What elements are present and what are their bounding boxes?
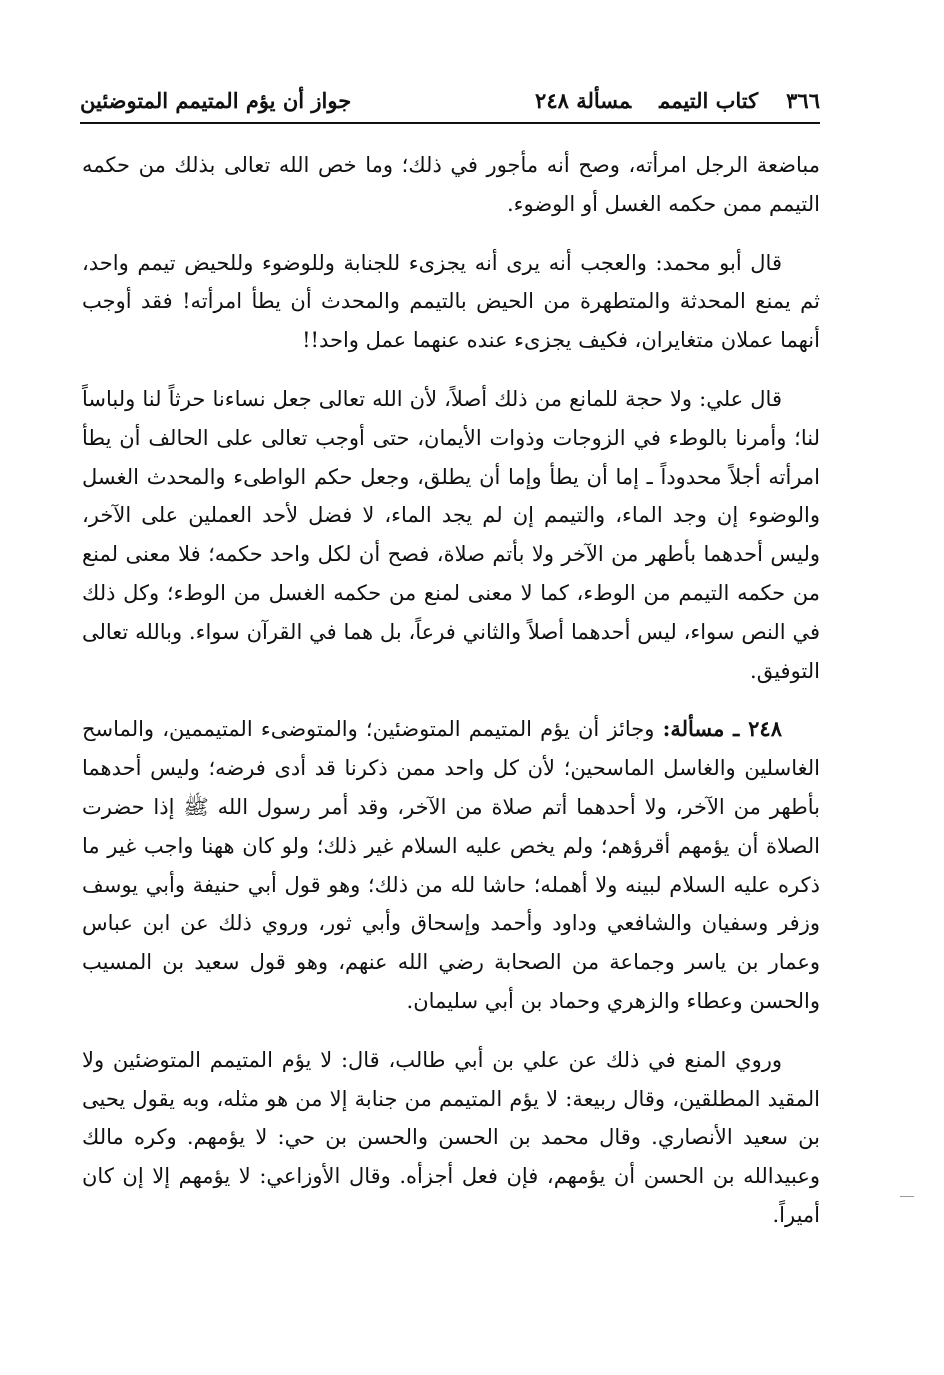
issue-label: ٢٤٨ ـ مسألة: bbox=[662, 716, 782, 742]
book-title: كتاب التيمم bbox=[659, 88, 759, 113]
running-header bbox=[80, 82, 820, 124]
paragraph-1: مباضعة الرجل امرأته، وصح أنه مأجور في ذلك؛ وما خص الله تعالى بذلك من حكمه التيمم ممن حكمه الغسل أو الوضوء. bbox=[82, 153, 820, 216]
issue-text: وجائز أن يؤم المتيمم المتوضئين؛ والمتوضىء المتيممين، والماسح الغاسلين والغاسل الماسحين؛ لأن كل واحد ممن ذكرنا قد أدى فرضه؛ وليس أحدهما بأطهر من الآخر، ولا أحدهما أتم صلاة من الآخر، وقد أمر رسول الله ﷺ إذا حضرت الصلاة أن يؤمهم أقرؤهم؛ ولم يخص عليه السلام غير ذلك؛ ولو كان ههنا واجب غير ما ذكره عليه السلام لبينه ولا أهمله؛ حاشا لله من ذلك؛ وهو قول أبي حنيفة وأبي يوسف وزفر وسفيان والشافعي وداود وأحمد وإسحاق وأبي ثور، وروي ذلك عن ابن عباس وعمار بن ياسر وجماعة من الصحابة رضي الله عنهم، وهو قول سعيد بن المسيب والحسن وعطاء والزهري وحماد بن أبي سليمان. bbox=[82, 717, 820, 1013]
paragraph-5: وروي المنع في ذلك عن علي بن أبي طالب، قال: لا يؤم المتيمم المتوضئين ولا المقيد المطلقين، وقال ربيعة: لا يؤم المتيمم من جنابة إلا من هو مثله، وبه يقول يحيى بن سعيد الأنصاري. وقال محمد بن الحسن والحسن بن حي: لا يؤمهم. وكره مالك وعبيدالله بن الحسن أن يؤمهم، فإن فعل أجزأه. وقال الأوزاعي: لا يؤمهم إلا إن كان أميراً. bbox=[82, 1047, 820, 1227]
issue-number: مسألة ٢٤٨ bbox=[535, 88, 632, 113]
scan-mark bbox=[900, 1196, 914, 1197]
running-title: جواز أن يؤم المتيمم المتوضئين bbox=[80, 88, 352, 113]
paragraph-2: قال أبو محمد: والعجب أنه يرى أنه يجزىء للجنابة وللوضوء وللحيض تيمم واحد، ثم يمنع المحدثة والمتطهرة من الحيض بالتيمم والمحدث أن يطأ امرأته! فقد أوجب أنهما عملان متغايران، فكيف يجزىء عنده عنهما عمل واحد!! bbox=[82, 250, 820, 353]
page-body bbox=[82, 146, 820, 1235]
paragraph-4 bbox=[82, 710, 820, 1020]
page-number: ٣٦٦ bbox=[786, 88, 820, 113]
header-right bbox=[507, 88, 820, 113]
paragraph-3: قال علي: ولا حجة للمانع من ذلك أصلاً، لأن الله تعالى جعل نساءنا حرثاً لنا ولباساً لنا؛ وأمرنا بالوطء في الزوجات وذوات الأيمان، حتى أوجب تعالى على الحالف أن يطأ امرأته أجلاً محدوداً ـ إما أن يطأ وإما أن يطلق، وجعل حكم الواطىء والمحدث الغسل والوضوء إن وجد الماء، والتيمم إن لم يجد الماء، لا فضل لأحد العملين على الآخر، وليس أحدهما بأطهر من الآخر ولا بأتم صلاة، فصح أن لكل واحد حكمه؛ فلا معنى لمنع من حكمه التيمم من الوطء، كما لا معنى لمنع من حكمه الغسل من الوطء؛ وكل ذلك في النص سواء، ليس أحدهما أصلاً والثاني فرعاً، بل هما في القرآن سواء. وبالله تعالى التوفيق. bbox=[82, 386, 820, 683]
